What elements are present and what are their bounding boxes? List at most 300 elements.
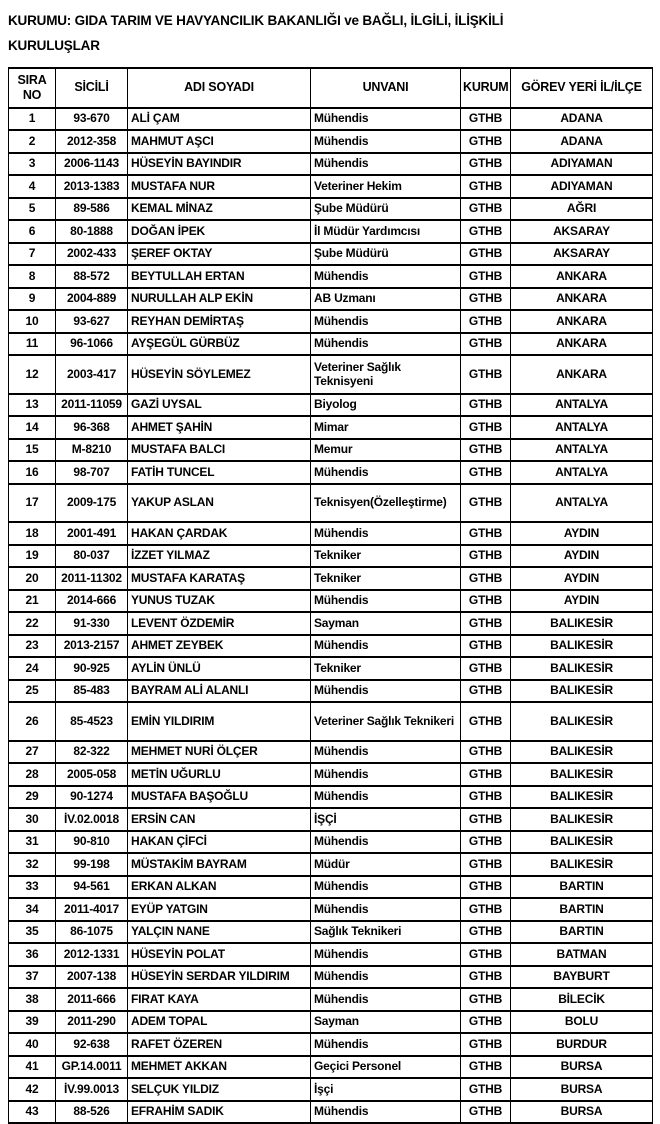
cell-unvan: Şube Müdürü xyxy=(311,243,461,266)
table-row xyxy=(9,355,653,394)
cell-kurum: GTHB xyxy=(461,898,511,921)
cell-sicil: 92-638 xyxy=(56,1033,128,1056)
cell-sira-no: 14 xyxy=(9,416,56,439)
cell-sira-no: 25 xyxy=(9,680,56,703)
cell-kurum: GTHB xyxy=(461,288,511,311)
cell-sicil: 2013-1383 xyxy=(56,175,128,198)
cell-sicil: 96-1066 xyxy=(56,333,128,356)
table-row xyxy=(9,943,653,966)
cell-sicil: İV.99.0013 xyxy=(56,1078,128,1101)
cell-sira-no: 6 xyxy=(9,220,56,243)
cell-kurum: GTHB xyxy=(461,657,511,680)
cell-kurum: GTHB xyxy=(461,567,511,590)
table-row xyxy=(9,153,653,176)
cell-ad-soyad: NURULLAH ALP EKİN xyxy=(128,288,311,311)
cell-gorev-yeri: ANTALYA xyxy=(511,484,653,523)
cell-gorev-yeri: BALIKESİR xyxy=(511,831,653,854)
table-row xyxy=(9,522,653,545)
cell-unvan: Sağlık Teknikeri xyxy=(311,921,461,944)
cell-sira-no: 5 xyxy=(9,198,56,221)
table-row xyxy=(9,988,653,1011)
cell-unvan: Teknisyen(Özelleştirme) xyxy=(311,484,461,523)
cell-gorev-yeri: AYDIN xyxy=(511,522,653,545)
table-row xyxy=(9,876,653,899)
cell-sira-no: 12 xyxy=(9,355,56,394)
cell-ad-soyad: MUSTAFA KARATAŞ xyxy=(128,567,311,590)
cell-unvan: İşçi xyxy=(311,1078,461,1101)
personnel-table xyxy=(8,67,653,1124)
cell-unvan: Veteriner Sağlık Teknisyeni xyxy=(311,355,461,394)
cell-unvan: Mühendis xyxy=(311,108,461,131)
cell-sicil: 93-670 xyxy=(56,108,128,131)
cell-sira-no: 16 xyxy=(9,461,56,484)
cell-sicil: 2005-058 xyxy=(56,763,128,786)
cell-gorev-yeri: ADIYAMAN xyxy=(511,175,653,198)
cell-unvan: Mühendis xyxy=(311,461,461,484)
cell-sicil: 80-1888 xyxy=(56,220,128,243)
cell-unvan: Mühendis xyxy=(311,876,461,899)
table-header-row xyxy=(9,68,653,108)
cell-ad-soyad: MÜSTAKİM BAYRAM xyxy=(128,853,311,876)
cell-sira-no: 4 xyxy=(9,175,56,198)
cell-gorev-yeri: BURSA xyxy=(511,1056,653,1079)
cell-unvan: Mühendis xyxy=(311,1101,461,1124)
cell-sicil: 2011-666 xyxy=(56,988,128,1011)
cell-sira-no: 23 xyxy=(9,635,56,658)
cell-sicil: 2007-138 xyxy=(56,966,128,989)
cell-kurum: GTHB xyxy=(461,635,511,658)
cell-ad-soyad: EYÜP YATGIN xyxy=(128,898,311,921)
cell-ad-soyad: İZZET YILMAZ xyxy=(128,545,311,568)
cell-sicil: 99-198 xyxy=(56,853,128,876)
cell-unvan: Mühendis xyxy=(311,831,461,854)
cell-ad-soyad: HÜSEYİN POLAT xyxy=(128,943,311,966)
cell-gorev-yeri: BALIKESİR xyxy=(511,702,653,741)
cell-sira-no: 10 xyxy=(9,310,56,333)
cell-unvan: Veteriner Hekim xyxy=(311,175,461,198)
cell-sicil: 85-483 xyxy=(56,680,128,703)
cell-unvan: Şube Müdürü xyxy=(311,198,461,221)
table-row xyxy=(9,921,653,944)
cell-ad-soyad: ERKAN ALKAN xyxy=(128,876,311,899)
cell-sicil: 93-627 xyxy=(56,310,128,333)
cell-sira-no: 21 xyxy=(9,590,56,613)
cell-sicil: 96-368 xyxy=(56,416,128,439)
table-row xyxy=(9,786,653,809)
cell-kurum: GTHB xyxy=(461,1056,511,1079)
cell-sira-no: 30 xyxy=(9,808,56,831)
cell-ad-soyad: RAFET ÖZEREN xyxy=(128,1033,311,1056)
cell-sicil: 2003-417 xyxy=(56,355,128,394)
cell-sira-no: 18 xyxy=(9,522,56,545)
cell-sicil: 2012-1331 xyxy=(56,943,128,966)
cell-gorev-yeri: ANKARA xyxy=(511,333,653,356)
cell-ad-soyad: MUSTAFA BAŞOĞLU xyxy=(128,786,311,809)
cell-unvan: Mimar xyxy=(311,416,461,439)
cell-kurum: GTHB xyxy=(461,175,511,198)
table-row xyxy=(9,243,653,266)
cell-gorev-yeri: BATMAN xyxy=(511,943,653,966)
cell-ad-soyad: KEMAL MİNAZ xyxy=(128,198,311,221)
cell-sicil: 2009-175 xyxy=(56,484,128,523)
cell-sira-no: 17 xyxy=(9,484,56,523)
table-row xyxy=(9,741,653,764)
cell-sicil: 91-330 xyxy=(56,612,128,635)
cell-ad-soyad: ERSİN CAN xyxy=(128,808,311,831)
cell-sira-no: 40 xyxy=(9,1033,56,1056)
cell-sira-no: 28 xyxy=(9,763,56,786)
cell-unvan: Mühendis xyxy=(311,310,461,333)
cell-sira-no: 43 xyxy=(9,1101,56,1124)
cell-gorev-yeri: BALIKESİR xyxy=(511,808,653,831)
cell-sira-no: 36 xyxy=(9,943,56,966)
cell-kurum: GTHB xyxy=(461,786,511,809)
header-unvan: UNVANI xyxy=(311,68,461,108)
cell-unvan: Mühendis xyxy=(311,333,461,356)
cell-sira-no: 37 xyxy=(9,966,56,989)
cell-ad-soyad: BEYTULLAH ERTAN xyxy=(128,265,311,288)
table-row xyxy=(9,484,653,523)
table-row xyxy=(9,545,653,568)
cell-sicil: 86-1075 xyxy=(56,921,128,944)
cell-ad-soyad: METİN UĞURLU xyxy=(128,763,311,786)
cell-gorev-yeri: BALIKESİR xyxy=(511,763,653,786)
cell-ad-soyad: YUNUS TUZAK xyxy=(128,590,311,613)
cell-ad-soyad: HÜSEYİN SERDAR YILDIRIM xyxy=(128,966,311,989)
cell-sicil: 90-1274 xyxy=(56,786,128,809)
cell-unvan: Mühendis xyxy=(311,680,461,703)
cell-ad-soyad: ŞEREF OKTAY xyxy=(128,243,311,266)
header-kurum: KURUM xyxy=(461,68,511,108)
cell-sira-no: 39 xyxy=(9,1011,56,1034)
table-row xyxy=(9,265,653,288)
document-title xyxy=(8,9,652,59)
cell-sira-no: 41 xyxy=(9,1056,56,1079)
cell-kurum: GTHB xyxy=(461,416,511,439)
table-row xyxy=(9,461,653,484)
cell-kurum: GTHB xyxy=(461,153,511,176)
cell-sira-no: 34 xyxy=(9,898,56,921)
cell-unvan: Sayman xyxy=(311,1011,461,1034)
cell-kurum: GTHB xyxy=(461,741,511,764)
cell-kurum: GTHB xyxy=(461,333,511,356)
cell-ad-soyad: AYŞEGÜL GÜRBÜZ xyxy=(128,333,311,356)
cell-sira-no: 26 xyxy=(9,702,56,741)
table-row xyxy=(9,808,653,831)
cell-unvan: Geçici Personel xyxy=(311,1056,461,1079)
cell-sira-no: 31 xyxy=(9,831,56,854)
cell-ad-soyad: HAKAN ÇİFCİ xyxy=(128,831,311,854)
cell-gorev-yeri: ANTALYA xyxy=(511,394,653,417)
cell-ad-soyad: MAHMUT AŞCI xyxy=(128,130,311,153)
cell-gorev-yeri: ANTALYA xyxy=(511,416,653,439)
cell-unvan: Müdür xyxy=(311,853,461,876)
cell-sicil: 2014-666 xyxy=(56,590,128,613)
cell-sicil: GP.14.0011 xyxy=(56,1056,128,1079)
cell-kurum: GTHB xyxy=(461,220,511,243)
cell-kurum: GTHB xyxy=(461,590,511,613)
table-row xyxy=(9,220,653,243)
cell-sira-no: 7 xyxy=(9,243,56,266)
cell-gorev-yeri: BİLECİK xyxy=(511,988,653,1011)
cell-sicil: 2011-290 xyxy=(56,1011,128,1034)
cell-sira-no: 32 xyxy=(9,853,56,876)
cell-ad-soyad: AHMET ZEYBEK xyxy=(128,635,311,658)
cell-gorev-yeri: ADANA xyxy=(511,130,653,153)
cell-sicil: 2011-4017 xyxy=(56,898,128,921)
cell-sira-no: 9 xyxy=(9,288,56,311)
cell-gorev-yeri: BARTIN xyxy=(511,921,653,944)
cell-ad-soyad: FATİH TUNCEL xyxy=(128,461,311,484)
cell-ad-soyad: ADEM TOPAL xyxy=(128,1011,311,1034)
cell-kurum: GTHB xyxy=(461,394,511,417)
cell-unvan: Memur xyxy=(311,439,461,462)
table-row xyxy=(9,198,653,221)
cell-sicil: 2013-2157 xyxy=(56,635,128,658)
cell-kurum: GTHB xyxy=(461,612,511,635)
cell-kurum: GTHB xyxy=(461,355,511,394)
cell-gorev-yeri: ADIYAMAN xyxy=(511,153,653,176)
table-row xyxy=(9,416,653,439)
cell-unvan: Mühendis xyxy=(311,966,461,989)
cell-ad-soyad: ALİ ÇAM xyxy=(128,108,311,131)
cell-unvan: Mühendis xyxy=(311,763,461,786)
cell-gorev-yeri: BURDUR xyxy=(511,1033,653,1056)
cell-sira-no: 2 xyxy=(9,130,56,153)
cell-gorev-yeri: AKSARAY xyxy=(511,243,653,266)
cell-kurum: GTHB xyxy=(461,876,511,899)
cell-kurum: GTHB xyxy=(461,763,511,786)
cell-kurum: GTHB xyxy=(461,108,511,131)
cell-gorev-yeri: AYDIN xyxy=(511,545,653,568)
cell-sicil: 2012-358 xyxy=(56,130,128,153)
cell-kurum: GTHB xyxy=(461,988,511,1011)
cell-unvan: Mühendis xyxy=(311,1033,461,1056)
cell-kurum: GTHB xyxy=(461,461,511,484)
cell-unvan: AB Uzmanı xyxy=(311,288,461,311)
document-title-line1: KURUMU: GIDA TARIM VE HAVYANCILIK BAKANLIĞI ve BAĞLI, İLGİLİ, İLİŞKİLİ xyxy=(8,13,504,28)
cell-ad-soyad: HÜSEYİN BAYINDIR xyxy=(128,153,311,176)
cell-gorev-yeri: BALIKESİR xyxy=(511,786,653,809)
cell-ad-soyad: HAKAN ÇARDAK xyxy=(128,522,311,545)
cell-sicil: 2011-11302 xyxy=(56,567,128,590)
table-header xyxy=(9,68,653,108)
cell-ad-soyad: LEVENT ÖZDEMİR xyxy=(128,612,311,635)
cell-kurum: GTHB xyxy=(461,921,511,944)
cell-sira-no: 15 xyxy=(9,439,56,462)
cell-sira-no: 42 xyxy=(9,1078,56,1101)
cell-unvan: Tekniker xyxy=(311,657,461,680)
cell-gorev-yeri: BALIKESİR xyxy=(511,635,653,658)
cell-sicil: 85-4523 xyxy=(56,702,128,741)
cell-unvan: Biyolog xyxy=(311,394,461,417)
cell-ad-soyad: SELÇUK YILDIZ xyxy=(128,1078,311,1101)
cell-unvan: Mühendis xyxy=(311,943,461,966)
table-row xyxy=(9,853,653,876)
table-row xyxy=(9,108,653,131)
cell-sira-no: 29 xyxy=(9,786,56,809)
table-row xyxy=(9,130,653,153)
table-row xyxy=(9,1033,653,1056)
table-row xyxy=(9,702,653,741)
table-row xyxy=(9,394,653,417)
cell-kurum: GTHB xyxy=(461,545,511,568)
cell-kurum: GTHB xyxy=(461,265,511,288)
cell-ad-soyad: EMİN YILDIRIM xyxy=(128,702,311,741)
cell-gorev-yeri: ANTALYA xyxy=(511,439,653,462)
cell-gorev-yeri: ANKARA xyxy=(511,288,653,311)
cell-sira-no: 35 xyxy=(9,921,56,944)
table-row xyxy=(9,288,653,311)
cell-kurum: GTHB xyxy=(461,1078,511,1101)
cell-kurum: GTHB xyxy=(461,439,511,462)
header-sicil: SİCİLİ xyxy=(56,68,128,108)
cell-ad-soyad: YAKUP ASLAN xyxy=(128,484,311,523)
table-body xyxy=(9,108,653,1124)
cell-ad-soyad: MEHMET NURİ ÖLÇER xyxy=(128,741,311,764)
cell-sicil: 2002-433 xyxy=(56,243,128,266)
cell-unvan: Mühendis xyxy=(311,590,461,613)
table-row xyxy=(9,439,653,462)
cell-unvan: Mühendis xyxy=(311,130,461,153)
cell-ad-soyad: HÜSEYİN SÖYLEMEZ xyxy=(128,355,311,394)
table-row xyxy=(9,590,653,613)
cell-ad-soyad: BAYRAM ALİ ALANLI xyxy=(128,680,311,703)
cell-sira-no: 13 xyxy=(9,394,56,417)
table-row xyxy=(9,333,653,356)
cell-kurum: GTHB xyxy=(461,853,511,876)
table-row xyxy=(9,898,653,921)
table-row xyxy=(9,763,653,786)
cell-gorev-yeri: BARTIN xyxy=(511,876,653,899)
cell-unvan: Sayman xyxy=(311,612,461,635)
cell-sicil: 88-572 xyxy=(56,265,128,288)
cell-gorev-yeri: BALIKESİR xyxy=(511,741,653,764)
cell-unvan: Mühendis xyxy=(311,265,461,288)
cell-sira-no: 24 xyxy=(9,657,56,680)
document-title-line2: KURULUŞLAR xyxy=(8,37,100,53)
cell-gorev-yeri: AYDIN xyxy=(511,567,653,590)
cell-sicil: 2011-11059 xyxy=(56,394,128,417)
header-gorev-yeri: GÖREV YERİ İL/İLÇE xyxy=(511,68,653,108)
cell-sira-no: 38 xyxy=(9,988,56,1011)
cell-kurum: GTHB xyxy=(461,484,511,523)
cell-ad-soyad: GAZİ UYSAL xyxy=(128,394,311,417)
cell-sira-no: 8 xyxy=(9,265,56,288)
cell-unvan: İl Müdür Yardımcısı xyxy=(311,220,461,243)
table-row xyxy=(9,966,653,989)
cell-ad-soyad: FIRAT KAYA xyxy=(128,988,311,1011)
cell-kurum: GTHB xyxy=(461,943,511,966)
cell-gorev-yeri: ANKARA xyxy=(511,265,653,288)
cell-sira-no: 3 xyxy=(9,153,56,176)
cell-unvan: Mühendis xyxy=(311,741,461,764)
cell-ad-soyad: REYHAN DEMİRTAŞ xyxy=(128,310,311,333)
cell-gorev-yeri: BALIKESİR xyxy=(511,657,653,680)
header-sira-no: SIRA NO xyxy=(9,68,56,108)
cell-gorev-yeri: BALIKESİR xyxy=(511,853,653,876)
cell-gorev-yeri: BAYBURT xyxy=(511,966,653,989)
table-row xyxy=(9,612,653,635)
cell-ad-soyad: EFRAHİM SADIK xyxy=(128,1101,311,1124)
cell-sicil: 98-707 xyxy=(56,461,128,484)
cell-kurum: GTHB xyxy=(461,831,511,854)
table-row xyxy=(9,175,653,198)
cell-kurum: GTHB xyxy=(461,243,511,266)
cell-kurum: GTHB xyxy=(461,198,511,221)
cell-gorev-yeri: AKSARAY xyxy=(511,220,653,243)
cell-sicil: M-8210 xyxy=(56,439,128,462)
cell-sicil: 88-526 xyxy=(56,1101,128,1124)
cell-gorev-yeri: BARTIN xyxy=(511,898,653,921)
cell-ad-soyad: AYLİN ÜNLÜ xyxy=(128,657,311,680)
cell-gorev-yeri: ANKARA xyxy=(511,310,653,333)
cell-ad-soyad: MUSTAFA NUR xyxy=(128,175,311,198)
cell-kurum: GTHB xyxy=(461,130,511,153)
cell-sira-no: 11 xyxy=(9,333,56,356)
cell-gorev-yeri: AYDIN xyxy=(511,590,653,613)
cell-gorev-yeri: BALIKESİR xyxy=(511,612,653,635)
cell-ad-soyad: YALÇIN NANE xyxy=(128,921,311,944)
cell-sira-no: 19 xyxy=(9,545,56,568)
cell-unvan: Mühendis xyxy=(311,522,461,545)
cell-unvan: Tekniker xyxy=(311,567,461,590)
cell-sicil: 80-037 xyxy=(56,545,128,568)
cell-gorev-yeri: BURSA xyxy=(511,1078,653,1101)
cell-gorev-yeri: AĞRI xyxy=(511,198,653,221)
cell-unvan: Mühendis xyxy=(311,153,461,176)
table-row xyxy=(9,1078,653,1101)
cell-kurum: GTHB xyxy=(461,310,511,333)
cell-ad-soyad: MUSTAFA BALCI xyxy=(128,439,311,462)
cell-gorev-yeri: BOLU xyxy=(511,1011,653,1034)
cell-sira-no: 33 xyxy=(9,876,56,899)
cell-sicil: 2006-1143 xyxy=(56,153,128,176)
cell-unvan: İŞÇİ xyxy=(311,808,461,831)
cell-sira-no: 1 xyxy=(9,108,56,131)
cell-sicil: 2001-491 xyxy=(56,522,128,545)
cell-gorev-yeri: ANTALYA xyxy=(511,461,653,484)
cell-sicil: 94-561 xyxy=(56,876,128,899)
table-row xyxy=(9,831,653,854)
cell-gorev-yeri: ANKARA xyxy=(511,355,653,394)
cell-gorev-yeri: ADANA xyxy=(511,108,653,131)
table-row xyxy=(9,1056,653,1079)
cell-unvan: Mühendis xyxy=(311,635,461,658)
cell-unvan: Veteriner Sağlık Teknikeri xyxy=(311,702,461,741)
header-ad-soyad: ADI SOYADI xyxy=(128,68,311,108)
cell-sicil: 82-322 xyxy=(56,741,128,764)
table-row xyxy=(9,310,653,333)
cell-kurum: GTHB xyxy=(461,680,511,703)
cell-kurum: GTHB xyxy=(461,966,511,989)
cell-sira-no: 22 xyxy=(9,612,56,635)
cell-sira-no: 20 xyxy=(9,567,56,590)
cell-sira-no: 27 xyxy=(9,741,56,764)
table-row xyxy=(9,1101,653,1124)
table-row xyxy=(9,1011,653,1034)
table-row xyxy=(9,567,653,590)
cell-gorev-yeri: BURSA xyxy=(511,1101,653,1124)
cell-sicil: İV.02.0018 xyxy=(56,808,128,831)
cell-kurum: GTHB xyxy=(461,1011,511,1034)
cell-unvan: Mühendis xyxy=(311,786,461,809)
cell-unvan: Mühendis xyxy=(311,988,461,1011)
cell-kurum: GTHB xyxy=(461,522,511,545)
cell-unvan: Tekniker xyxy=(311,545,461,568)
table-row xyxy=(9,657,653,680)
cell-sicil: 90-925 xyxy=(56,657,128,680)
